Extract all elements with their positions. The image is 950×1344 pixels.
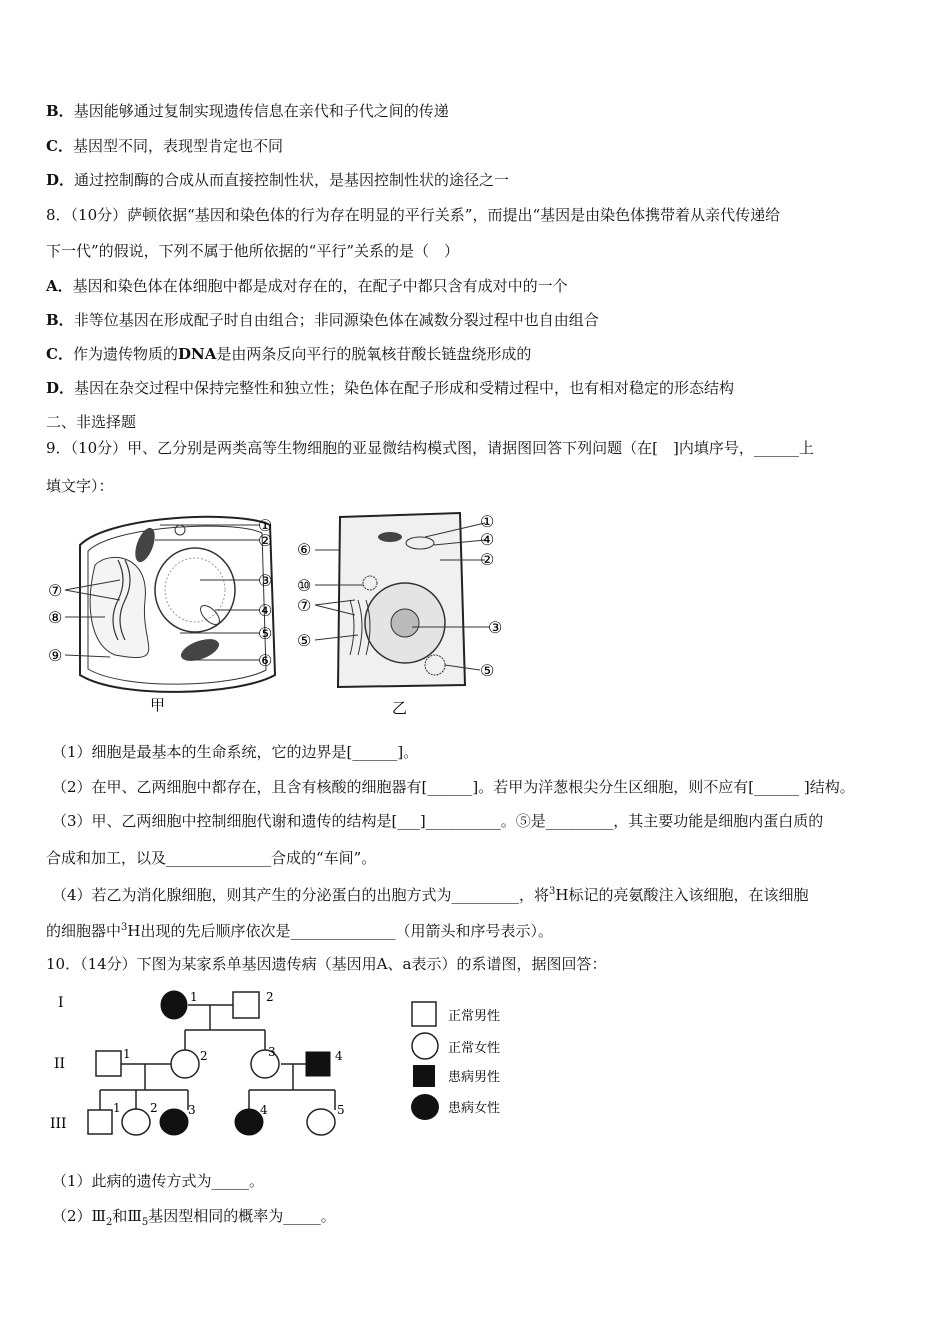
cell-number: ②: [258, 531, 273, 550]
affected-female-III3: [160, 1109, 188, 1135]
normal-female-III5: [307, 1109, 335, 1135]
text-segment: （2）Ⅲ: [52, 1207, 107, 1225]
plant-cell-jia: [48, 516, 275, 714]
option-text: 非等位基因在形成配子时自由组合；非同源染色体在减数分裂过程中也自由组合: [73, 311, 599, 329]
option-text: 是由两条反向平行的脱氧核苷酸长链盘绕形成的: [216, 345, 532, 363]
generation-label: III: [50, 1116, 67, 1132]
q8-stem-line1: 8．（10分）萨顿依据“基因和染色体的行为存在明显的平行关系”，而提出“基因是由染色体携带着从亲代传递给: [46, 206, 781, 224]
normal-male-II1: [96, 1051, 121, 1076]
q9-sub2: （2）在甲、乙两细胞中都存在，且含有核酸的细胞器有[______]。若甲为洋葱根尖分生区细胞，则不应有[______ ]结构。: [52, 778, 855, 796]
cell-number: ⑤: [480, 661, 495, 680]
individual-number: 1: [113, 1101, 121, 1115]
individual-number: 4: [260, 1103, 268, 1117]
pedigree-legend: [411, 1002, 500, 1120]
text-segment: 和Ⅲ: [112, 1207, 142, 1225]
normal-female-II2: [171, 1050, 199, 1078]
option-text: 基因在杂交过程中保持完整性和独立性；染色体在配子形成和受精过程中，也有相对稳定的形态结构: [74, 379, 735, 397]
cell-number: ④: [258, 601, 273, 620]
cell-number: ③: [258, 571, 273, 590]
normal-female-III2: [122, 1109, 150, 1135]
cell-number: ①: [258, 516, 273, 535]
figure-label-jia: 甲: [150, 696, 166, 714]
text-segment: （4）若乙为消化腺细胞，则其产生的分泌蛋白的出胞方式为_________，将: [52, 886, 550, 904]
cell-number: ②: [480, 550, 495, 569]
cell-number: ⑨: [48, 646, 63, 665]
option-letter: B．: [46, 311, 74, 329]
individual-number: 3: [268, 1045, 276, 1059]
q8-stem-line2: 下一代”的假说，下列不属于他所依据的“平行”关系的是（ ）: [46, 242, 460, 260]
individual-number: 5: [337, 1103, 345, 1117]
q9-sub1: （1）细胞是最基本的生命系统，它的边界是[______]。: [52, 743, 419, 761]
normal-male-III1: [88, 1110, 112, 1134]
option-letter: B．: [46, 102, 74, 120]
option-text: 基因型不同，表现型肯定也不同: [72, 137, 283, 155]
q9-sub3-line2: 合成和加工，以及______________合成的“车间”。: [46, 849, 377, 867]
superscript: 3: [121, 922, 128, 933]
option-text: 基因能够通过复制实现遗传信息在亲代和子代之间的传递: [73, 102, 449, 120]
q9-stem-line1: 9．（10分）甲、乙分别是两类高等生物细胞的亚显微结构模式图，请据图回答下列问题（在[ ]内填序号，______上: [46, 439, 814, 457]
q9-sub4-line2: [46, 918, 553, 941]
option-text: 基因和染色体在体细胞中都是成对存在的，在配子中都只含有成对中的一个: [72, 277, 568, 295]
q9-sub4-line1: [52, 882, 809, 905]
affected-female-III4: [235, 1109, 263, 1135]
text-segment: H标记的亮氨酸注入该细胞，在该细胞: [555, 886, 809, 904]
cell-number: ①: [480, 512, 495, 531]
individual-number: 2: [150, 1101, 158, 1115]
q8-option-c: [46, 344, 531, 364]
text-segment: H出现的先后顺序依次是______________（用箭头和序号表示）。: [127, 922, 553, 940]
cell-number: ③: [488, 618, 503, 637]
option-letter: A．: [46, 277, 73, 295]
superscript: 3: [549, 886, 556, 897]
text-segment: 的细胞器中: [46, 922, 122, 940]
individual-number: 1: [123, 1047, 131, 1061]
q8-option-a: [46, 276, 568, 296]
affected-female-I1: [161, 991, 187, 1019]
q8-option-b: [46, 310, 599, 330]
individual-number: 4: [335, 1049, 343, 1063]
cell-number: ⑤: [258, 624, 273, 643]
q8-option-d: [46, 378, 734, 398]
animal-cell-yi: [297, 512, 502, 717]
cell-number: ⑥: [297, 540, 312, 559]
legend-label: 正常男性: [448, 1009, 501, 1024]
pedigree-chart: [40, 980, 540, 1145]
normal-male-I2: [233, 992, 259, 1018]
option-text: 通过控制酶的合成从而直接控制性状，是基因控制性状的途径之一: [74, 171, 510, 189]
legend-label: 正常女性: [448, 1041, 501, 1056]
q9-sub3-line1: （3）甲、乙两细胞中控制细胞代谢和遗传的结构是[___]__________。⑤是_________，其主要功能是细胞内蛋白质的: [52, 812, 824, 830]
generation-label: I: [58, 995, 64, 1011]
cell-number: ⑦: [297, 596, 312, 615]
cell-diagram-figure: [40, 505, 520, 720]
cell-number: ⑥: [258, 651, 273, 670]
option-letter: D．: [46, 171, 75, 189]
cell-number: ⑧: [48, 608, 63, 627]
cell-number: ④: [480, 530, 495, 549]
generation-label: II: [54, 1056, 66, 1072]
option-letter: C．: [46, 345, 73, 363]
q10-stem: 10．（14分）下图为某家系单基因遗传病（基因用A、a表示）的系谱图，据图回答：: [46, 955, 607, 973]
option-letter: C．: [46, 137, 73, 155]
legend-label: 患病女性: [448, 1101, 501, 1116]
individual-number: 2: [200, 1049, 208, 1063]
q7-option-d: [46, 170, 509, 190]
subscript: 5: [141, 1217, 149, 1228]
q7-option-b: [46, 101, 449, 121]
figure-label-yi: 乙: [392, 699, 408, 717]
q9-stem-line2: 填文字）：: [46, 477, 114, 495]
legend-label: 患病男性: [448, 1070, 501, 1085]
dna-term: DNA: [177, 345, 217, 363]
section-title: 二、非选择题: [46, 413, 137, 431]
q10-sub1: （1）此病的遗传方式为_____。: [52, 1172, 265, 1190]
affected-male-II4: [306, 1052, 330, 1076]
cell-number: ⑩: [297, 576, 312, 595]
individual-number: 1: [190, 990, 198, 1004]
option-letter: D．: [46, 379, 75, 397]
individual-number: 3: [188, 1103, 196, 1117]
cell-number: ⑦: [48, 581, 63, 600]
q10-sub2: [52, 1206, 336, 1233]
cell-number: ⑤: [297, 631, 312, 650]
subscript: 2: [106, 1217, 113, 1228]
text-segment: 基因型相同的概率为_____。: [148, 1207, 336, 1225]
q7-option-c: [46, 136, 283, 156]
individual-number: 2: [266, 990, 274, 1004]
option-text: 作为遗传物质的: [72, 345, 178, 363]
